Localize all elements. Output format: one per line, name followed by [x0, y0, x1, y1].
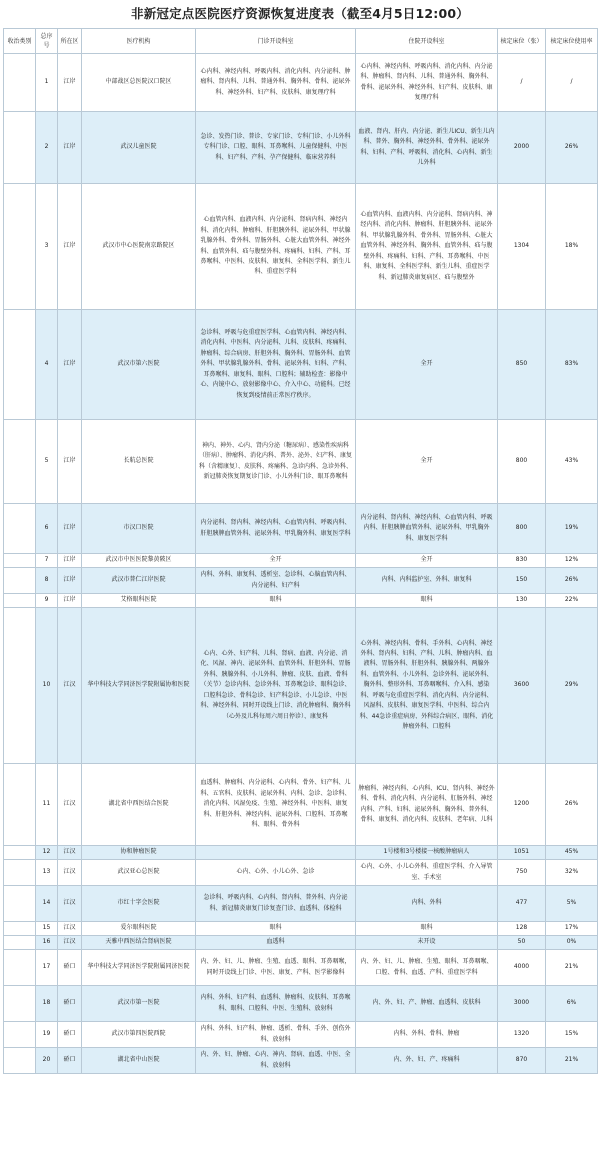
hospital-cell: 武汉市中心医院南京路院区 — [82, 184, 196, 310]
rate-cell: 26% — [546, 764, 598, 846]
inpatient-cell: 内、外、妇、产、肿瘤、血透科、皮肤科 — [356, 986, 498, 1022]
district-cell: 江汉 — [58, 860, 82, 886]
category-cell — [4, 950, 36, 986]
no-cell: 7 — [36, 554, 58, 568]
table-row — [4, 936, 598, 950]
category-cell — [4, 112, 36, 184]
outpatient-cell: 内科、外科、康复科、透析室、急诊科、心脑血管内科、内分泌科、妇产科 — [196, 568, 356, 594]
beds-cell: 870 — [498, 1048, 546, 1074]
district-cell: 江汉 — [58, 922, 82, 936]
outpatient-cell: 内科、外科、妇产科、血透科、肿瘤科、皮肤科、耳鼻喉科、眼科、口腔科、中医、生殖科、放射科 — [196, 986, 356, 1022]
hospital-cell: 艾格眼科医院 — [82, 594, 196, 608]
rate-cell: 29% — [546, 608, 598, 764]
beds-cell: 1304 — [498, 184, 546, 310]
no-cell: 3 — [36, 184, 58, 310]
district-cell: 江岸 — [58, 112, 82, 184]
no-cell: 10 — [36, 608, 58, 764]
table-row — [4, 554, 598, 568]
district-cell: 江岸 — [58, 184, 82, 310]
outpatient-cell: 急诊科、呼吸与危重症医学科、心血管内科、神经内科、消化内科、中医科、内分泌科、儿科、皮肤科、疼痛科、肿瘤科、综合病房、肝胆外科、胸外科、胃肠外科、血管外科、甲状腺乳腺外科、骨科、泌尿外科、妇科、产科、耳鼻喉科、康复科、眼科、口腔科；辅助检查：影像中心、内镜中心、放射影像中心、介入中心、功能科。已经恢复到疫情前正常医疗秩序。 — [196, 310, 356, 420]
district-cell: 江岸 — [58, 568, 82, 594]
hospital-cell: 长航总医院 — [82, 420, 196, 504]
rate-cell: 21% — [546, 950, 598, 986]
rate-cell: 12% — [546, 554, 598, 568]
table-row — [4, 846, 598, 860]
category-cell — [4, 608, 36, 764]
beds-cell: 750 — [498, 860, 546, 886]
no-cell: 16 — [36, 936, 58, 950]
category-cell — [4, 568, 36, 594]
inpatient-cell: 内科、外科 — [356, 886, 498, 922]
beds-cell: 2000 — [498, 112, 546, 184]
header-cell: 医疗机构 — [82, 29, 196, 54]
rate-cell: 83% — [546, 310, 598, 420]
district-cell: 硚口 — [58, 986, 82, 1022]
hospital-cell: 武汉市第一医院 — [82, 986, 196, 1022]
beds-cell: 3600 — [498, 608, 546, 764]
no-cell: 17 — [36, 950, 58, 986]
inpatient-cell: 眼科 — [356, 922, 498, 936]
district-cell: 江岸 — [58, 594, 82, 608]
outpatient-cell: 内科、外科、妇产科、肿瘤、透析、骨科、手外、创伤外科、放射科 — [196, 1022, 356, 1048]
rate-cell: 15% — [546, 1022, 598, 1048]
hospital-cell: 武汉市中医医院黎黄陂区 — [82, 554, 196, 568]
table-row — [4, 1022, 598, 1048]
header-cell: 收治类别 — [4, 29, 36, 54]
table-row — [4, 594, 598, 608]
rate-cell: 21% — [546, 1048, 598, 1074]
category-cell — [4, 594, 36, 608]
outpatient-cell: 急诊科、呼吸内科、心内科、肾内科、普外科、内分泌科、新冠肺炎康复门诊复查门诊、血透科、体检科 — [196, 886, 356, 922]
hospital-cell: 协和肿瘤医院 — [82, 846, 196, 860]
category-cell — [4, 310, 36, 420]
inpatient-cell: 全开 — [356, 554, 498, 568]
inpatient-cell: 全开 — [356, 310, 498, 420]
district-cell: 硚口 — [58, 1022, 82, 1048]
header-cell: 门诊开设科室 — [196, 29, 356, 54]
rate-cell: 17% — [546, 922, 598, 936]
category-cell — [4, 936, 36, 950]
outpatient-cell: 心内、心外、妇产科、儿科、肾病、血液、内分泌、消化、风湿、神内、泌尿外科、血管外科、肝胆外科、胃肠外科、胰腺外科、小儿外科、肿瘤、皮肤、血液、骨科（关节）急诊内科、急诊外科、耳鼻喉急诊、眼科急诊、口腔科急诊、骨科急诊、妇产科急诊、小儿急诊、中医科、神经外科、同时开设线上门诊、消化肿瘤科、胸外科（心外及儿科每周六周日停诊）、康复科 — [196, 608, 356, 764]
inpatient-cell: 内、外、妇、儿、肿瘤、生殖、眼科、耳鼻咽喉、口腔、骨科、血透、产科、重症医学科 — [356, 950, 498, 986]
no-cell: 13 — [36, 860, 58, 886]
beds-cell: 3000 — [498, 986, 546, 1022]
hospital-cell: 中部战区总医院汉口院区 — [82, 54, 196, 112]
outpatient-cell: 急诊、发热门诊、普诊、专家门诊、专科门诊、小儿外科专科门诊、口腔、眼科、耳鼻喉科、儿童保健科、中医科、妇产科、产科、孕产保健科、临床营养科 — [196, 112, 356, 184]
hospital-cell: 天雅中西医结合肾病医院 — [82, 936, 196, 950]
category-cell — [4, 54, 36, 112]
no-cell: 15 — [36, 922, 58, 936]
no-cell: 5 — [36, 420, 58, 504]
outpatient-cell: 内分泌科、肾内科、神经内科、心血管内科、呼吸内科、肝胆胰脾血管外科、泌尿外科、甲乳胸外科、康复医学科 — [196, 504, 356, 554]
beds-cell: 830 — [498, 554, 546, 568]
header-cell: 核定床位使用率 — [546, 29, 598, 54]
hospital-cell: 武汉儿童医院 — [82, 112, 196, 184]
beds-cell: 128 — [498, 922, 546, 936]
rate-cell: 6% — [546, 986, 598, 1022]
header-cell: 所在区 — [58, 29, 82, 54]
table-row — [4, 112, 598, 184]
outpatient-cell: 内、外、妇、肿瘤、心内、神内、肾病、血透、中医、全科、放射科 — [196, 1048, 356, 1074]
inpatient-cell: 血液、肾内、肝内、内分泌、新生儿ICU、新生儿内科、普外、胸外科、神经外科、骨外科、泌尿外科、妇科、产科、呼吸科、消化科、心内科、新生儿外科 — [356, 112, 498, 184]
hospital-cell: 华中科技大学同济医学院附属同济医院 — [82, 950, 196, 986]
beds-cell: 50 — [498, 936, 546, 950]
rate-cell: 19% — [546, 504, 598, 554]
rate-cell: 5% — [546, 886, 598, 922]
no-cell: 1 — [36, 54, 58, 112]
beds-cell: / — [498, 54, 546, 112]
district-cell: 江岸 — [58, 54, 82, 112]
district-cell: 江汉 — [58, 764, 82, 846]
outpatient-cell: 心血管内科、血液内科、内分泌科、肾病内科、神经内科、消化内科、肿瘤科、肝胆胰外科、泌尿外科、甲状腺乳腺外科、骨外科、胃肠外科、心脏大血管外科、神经外科、血管外科、疝与腹壁外科、疼痛科、妇科、产科、耳鼻喉科、中医科、皮肤科、康复科、全科医学科、新生儿科、重症医学科 — [196, 184, 356, 310]
inpatient-cell: 内科、内科监护室、外科、康复科 — [356, 568, 498, 594]
hospital-cell: 华中科技大学同济医学院附属协和医院 — [82, 608, 196, 764]
inpatient-cell: 未开设 — [356, 936, 498, 950]
no-cell: 4 — [36, 310, 58, 420]
hospital-cell: 武汉市第六医院 — [82, 310, 196, 420]
table-row — [4, 886, 598, 922]
beds-cell: 4000 — [498, 950, 546, 986]
hospital-cell: 湖北省中山医院 — [82, 1048, 196, 1074]
header-row — [4, 29, 598, 54]
no-cell: 2 — [36, 112, 58, 184]
category-cell — [4, 420, 36, 504]
table-row — [4, 1048, 598, 1074]
inpatient-cell: 全开 — [356, 420, 498, 504]
rate-cell: 0% — [546, 936, 598, 950]
hospital-cell: 武汉市普仁江岸医院 — [82, 568, 196, 594]
beds-cell: 150 — [498, 568, 546, 594]
category-cell — [4, 764, 36, 846]
district-cell: 硚口 — [58, 950, 82, 986]
district-cell: 江岸 — [58, 504, 82, 554]
rate-cell: 43% — [546, 420, 598, 504]
table-row — [4, 504, 598, 554]
rate-cell: 18% — [546, 184, 598, 310]
category-cell — [4, 986, 36, 1022]
outpatient-cell: 心内科、神经内科、呼吸内科、消化内科、内分泌科、肿瘤科、肾内科、儿科、普通外科、胸外科、骨科、泌尿外科、神经外科、妇产科、皮肤科、康复理疗科 — [196, 54, 356, 112]
table-row — [4, 184, 598, 310]
inpatient-cell: 内、外、妇、产、疼痛科 — [356, 1048, 498, 1074]
outpatient-cell: 心内、心外、小儿心外、急诊 — [196, 860, 356, 886]
outpatient-cell: 全开 — [196, 554, 356, 568]
table-row — [4, 420, 598, 504]
category-cell — [4, 1022, 36, 1048]
table-row — [4, 860, 598, 886]
table-row — [4, 54, 598, 112]
beds-cell: 477 — [498, 886, 546, 922]
district-cell: 江汉 — [58, 936, 82, 950]
category-cell — [4, 554, 36, 568]
inpatient-cell: 内科、外科、骨科、肿瘤 — [356, 1022, 498, 1048]
hospital-cell: 爱尔眼科医院 — [82, 922, 196, 936]
district-cell: 江汉 — [58, 846, 82, 860]
inpatient-cell: 心外科、神经内科、骨科、手外科、心内科、神经外科、肾内科、妇科、产科、儿科、肿瘤内科、血液科、胃肠外科、肝胆外科、胰腺外科、两腺外科、血管外科、小儿外科、急诊外科、泌尿外科、胸外科、整形外科、耳鼻咽喉科、介入科、感染科、呼吸与危重症医学科、消化内科、内分泌科、风湿科、皮肤科、康复医学科、中医科、综合内科、44急诊重症病房、外科综合病区、眼科、消化肿瘤外科、口腔科 — [356, 608, 498, 764]
outpatient-cell: 神内、神外、心内、肾内分泌（糖尿病）、感染性疾病科（肝病）、肿瘤科、消化内科、普外、泌外、妇产科、康复科（含精康复）、皮肤科、疼痛科、急诊内科、急诊外科、新冠肺炎恢复期复诊门诊、小儿外科门诊、眼耳鼻喉科 — [196, 420, 356, 504]
district-cell: 江汉 — [58, 886, 82, 922]
district-cell: 江岸 — [58, 420, 82, 504]
page-title: 非新冠定点医院医疗资源恢复进度表（截至4月5日12:00） — [131, 6, 469, 21]
outpatient-cell: 内、外、妇、儿、肿瘤、生殖、血透、眼科、耳鼻咽喉，同时开设线上门诊、中医、康复、产科、医学影像科 — [196, 950, 356, 986]
category-cell — [4, 184, 36, 310]
category-cell — [4, 1048, 36, 1074]
beds-cell: 850 — [498, 310, 546, 420]
beds-cell: 1320 — [498, 1022, 546, 1048]
no-cell: 19 — [36, 1022, 58, 1048]
inpatient-cell: 1号楼和3号楼接一核酸肿瘤病人 — [356, 846, 498, 860]
inpatient-cell: 心内科、神经内科、呼吸内科、消化内科、内分泌科、肿瘤科、肾内科、儿科、普通外科、胸外科、骨科、泌尿外科、神经外科、妇产科、皮肤科、康复理疗科 — [356, 54, 498, 112]
table-row — [4, 922, 598, 936]
district-cell: 江汉 — [58, 608, 82, 764]
no-cell: 12 — [36, 846, 58, 860]
inpatient-cell: 眼科 — [356, 594, 498, 608]
category-cell — [4, 922, 36, 936]
inpatient-cell: 心血管内科、血液内科、内分泌科、肾病内科、神经内科、消化内科、肿瘤科、肝胆胰外科、泌尿外科、甲状腺乳腺外科、骨外科、胃肠外科、心脏大血管外科、神经外科、胸外科、血管外科、疝与腹壁外科、疼痛科、妇科、产科、耳鼻喉科、中医科、康复科、全科医学科、新生儿科、重症医学科、新冠肺炎康复病区、疝与腹壁外 — [356, 184, 498, 310]
outpatient-cell — [196, 846, 356, 860]
resource-table — [3, 28, 598, 1074]
category-cell — [4, 846, 36, 860]
outpatient-cell: 眼科 — [196, 594, 356, 608]
inpatient-cell: 肿瘤科、神经内科、心内科、ICU、肾内科、神经外科、骨科、消化内科、内分泌科、肛肠外科、神经内科、产科、妇科、泌尿外科、胸外科、普外科、骨科、康复科、消化内科、皮肤科、老年病、儿科 — [356, 764, 498, 846]
rate-cell: 22% — [546, 594, 598, 608]
no-cell: 9 — [36, 594, 58, 608]
table-row — [4, 310, 598, 420]
beds-cell: 1051 — [498, 846, 546, 860]
table-row — [4, 986, 598, 1022]
hospital-cell: 市红十字会医院 — [82, 886, 196, 922]
category-cell — [4, 860, 36, 886]
rate-cell: / — [546, 54, 598, 112]
header-cell: 住院开设科室 — [356, 29, 498, 54]
table-row — [4, 568, 598, 594]
hospital-cell: 武汉亚心总医院 — [82, 860, 196, 886]
rate-cell: 32% — [546, 860, 598, 886]
category-cell — [4, 886, 36, 922]
table-row — [4, 608, 598, 764]
rate-cell: 26% — [546, 568, 598, 594]
no-cell: 20 — [36, 1048, 58, 1074]
beds-cell: 130 — [498, 594, 546, 608]
table-row — [4, 764, 598, 846]
beds-cell: 800 — [498, 504, 546, 554]
beds-cell: 1200 — [498, 764, 546, 846]
outpatient-cell: 血透科 — [196, 936, 356, 950]
outpatient-cell: 血透科、肿瘤科、内分泌科、心内科、骨外、妇产科、儿科、五官科、皮肤科、泌尿外科、内科、急诊、急诊科、消化内科、风湿免疫、生殖、神经外科、中医科、康复科、肝胆外科、神经内科、泌尿外科、口腔科、耳鼻喉科、眼科、骨外科 — [196, 764, 356, 846]
rate-cell: 45% — [546, 846, 598, 860]
header-cell: 总序号 — [36, 29, 58, 54]
district-cell: 江岸 — [58, 310, 82, 420]
no-cell: 8 — [36, 568, 58, 594]
district-cell: 江岸 — [58, 554, 82, 568]
category-cell — [4, 504, 36, 554]
no-cell: 18 — [36, 986, 58, 1022]
header-cell: 核定床位（张） — [498, 29, 546, 54]
inpatient-cell: 心内、心外、小儿心外科、重症医学科、介入导管室、手术室 — [356, 860, 498, 886]
no-cell: 14 — [36, 886, 58, 922]
no-cell: 6 — [36, 504, 58, 554]
table-row — [4, 950, 598, 986]
hospital-cell: 湖北省中西医结合医院 — [82, 764, 196, 846]
hospital-cell: 武汉市第四医院西院 — [82, 1022, 196, 1048]
hospital-cell: 市汉口医院 — [82, 504, 196, 554]
outpatient-cell: 眼科 — [196, 922, 356, 936]
beds-cell: 800 — [498, 420, 546, 504]
rate-cell: 26% — [546, 112, 598, 184]
district-cell: 硚口 — [58, 1048, 82, 1074]
no-cell: 11 — [36, 764, 58, 846]
inpatient-cell: 内分泌科、肾内科、神经内科、心血管内科、呼吸内科、肝胆胰脾血管外科、泌尿外科、甲乳胸外科、康复医学科 — [356, 504, 498, 554]
